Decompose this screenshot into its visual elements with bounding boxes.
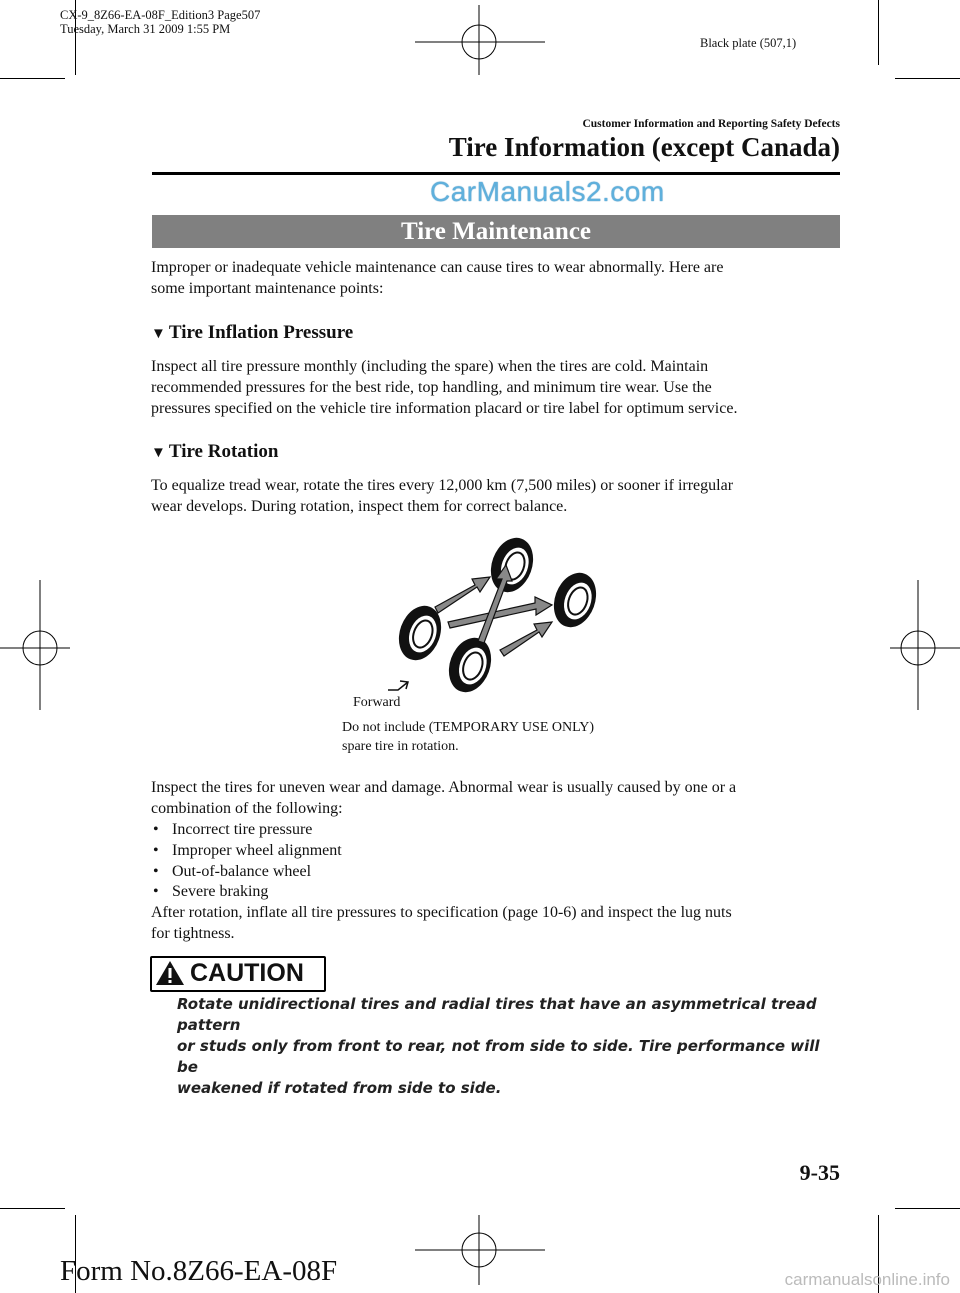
inspect-paragraph bbox=[151, 778, 841, 820]
list-item bbox=[153, 820, 342, 841]
bullet-icon: • bbox=[153, 821, 159, 838]
crop-mark bbox=[0, 1208, 65, 1209]
forward-arrow-icon bbox=[386, 678, 416, 696]
text-line: wear develops. During rotation, inspect them for correct balance. bbox=[151, 497, 568, 515]
warning-icon bbox=[155, 960, 185, 986]
after-paragraph bbox=[151, 903, 841, 945]
text-line: To equalize tread wear, rotate the tires every 12,000 km (7,500 miles) or sooner if irregular bbox=[151, 477, 734, 494]
crop-mark bbox=[895, 78, 960, 79]
tire-front-right bbox=[547, 567, 604, 633]
site-watermark: carmanualsonline.info bbox=[784, 1270, 950, 1289]
caption-line: spare tire in rotation. bbox=[342, 739, 459, 754]
text-line: After rotation, inflate all tire pressures to specification (page 10-6) and inspect the lug nuts bbox=[151, 904, 732, 921]
plate-label: Black plate (507,1) bbox=[700, 36, 797, 50]
crop-mark bbox=[895, 1208, 960, 1209]
header-rule bbox=[152, 172, 840, 175]
registration-target-bottom bbox=[415, 1215, 545, 1285]
crop-mark bbox=[878, 0, 879, 65]
tire-rear-right bbox=[484, 535, 541, 598]
list-item bbox=[153, 882, 342, 903]
tire-rotation-diagram bbox=[380, 535, 610, 695]
heading-text: Tire Rotation bbox=[168, 441, 279, 462]
bullet-icon: • bbox=[153, 841, 159, 859]
heading-tire-inflation bbox=[151, 322, 353, 344]
list-item-text: Out-of-balance wheel bbox=[172, 862, 312, 880]
list-item bbox=[153, 841, 342, 862]
registration-target-left bbox=[0, 580, 80, 715]
caution-line: Rotate unidirectional tires and radial tires that have an asymmetrical tread pattern bbox=[177, 995, 817, 1034]
text-line: combination of the following: bbox=[151, 799, 343, 817]
text-line: pressures specified on the vehicle tire information placard or tire label for optimum service. bbox=[151, 399, 738, 417]
heading-tire-rotation bbox=[151, 441, 278, 463]
list-item-text: Improper wheel alignment bbox=[172, 841, 342, 859]
triangle-icon: ▼ bbox=[151, 326, 166, 342]
caution-label: CAUTION bbox=[190, 959, 304, 987]
bullet-icon: • bbox=[153, 883, 159, 901]
chapter-title: Customer Information and Reporting Safety Defects bbox=[582, 118, 840, 130]
list-item bbox=[153, 862, 342, 883]
triangle-icon: ▼ bbox=[151, 445, 166, 461]
page-title: Tire Maintenance bbox=[152, 215, 840, 248]
text-line: for tightness. bbox=[151, 924, 235, 942]
crop-mark bbox=[0, 78, 65, 79]
text-line: Inspect all tire pressure monthly (including the spare) when the tires are cold. Maintain bbox=[151, 358, 709, 375]
list-item-text: Severe braking bbox=[172, 883, 269, 901]
registration-target-right bbox=[880, 580, 960, 715]
bullet-icon: • bbox=[153, 862, 159, 880]
inflation-paragraph bbox=[151, 357, 841, 419]
tire-front-left bbox=[442, 632, 499, 695]
heading-text: Tire Inflation Pressure bbox=[168, 322, 354, 343]
rotation-paragraph bbox=[151, 476, 841, 518]
watermark: CarManuals2.com bbox=[430, 176, 665, 207]
page-number: 9-35 bbox=[799, 1160, 840, 1185]
intro-paragraph bbox=[151, 258, 841, 300]
text-line: recommended pressures for the best ride, top handling, and minimum tire wear. Use the bbox=[151, 378, 712, 396]
print-info-line: Tuesday, March 31 2009 1:55 PM bbox=[60, 22, 231, 36]
print-info bbox=[60, 8, 260, 36]
caution-body bbox=[177, 994, 837, 1099]
caution-line: or studs only from front to rear, not from side to side. Tire performance will be bbox=[177, 1037, 820, 1076]
registration-target-top bbox=[415, 5, 545, 75]
caution-line: weakened if rotated from side to side. bbox=[177, 1079, 502, 1097]
list-item-text: Incorrect tire pressure bbox=[172, 821, 313, 838]
forward-label: Forward bbox=[353, 695, 401, 710]
text-line: Improper or inadequate vehicle maintenance can cause tires to wear abnormally. Here are bbox=[151, 259, 724, 276]
form-number: Form No.8Z66-EA-08F bbox=[60, 1255, 338, 1287]
figure-caption bbox=[342, 718, 594, 756]
text-line: Inspect the tires for uneven wear and damage. Abnormal wear is usually caused by one or a bbox=[151, 779, 737, 796]
caption-line: Do not include (TEMPORARY USE ONLY) bbox=[342, 720, 595, 735]
text-line: some important maintenance points: bbox=[151, 279, 384, 297]
print-info-line: CX-9_8Z66-EA-08F_Edition3 Page507 bbox=[60, 8, 261, 22]
causes-list bbox=[153, 820, 342, 903]
section-title: Tire Information (except Canada) bbox=[448, 132, 840, 162]
